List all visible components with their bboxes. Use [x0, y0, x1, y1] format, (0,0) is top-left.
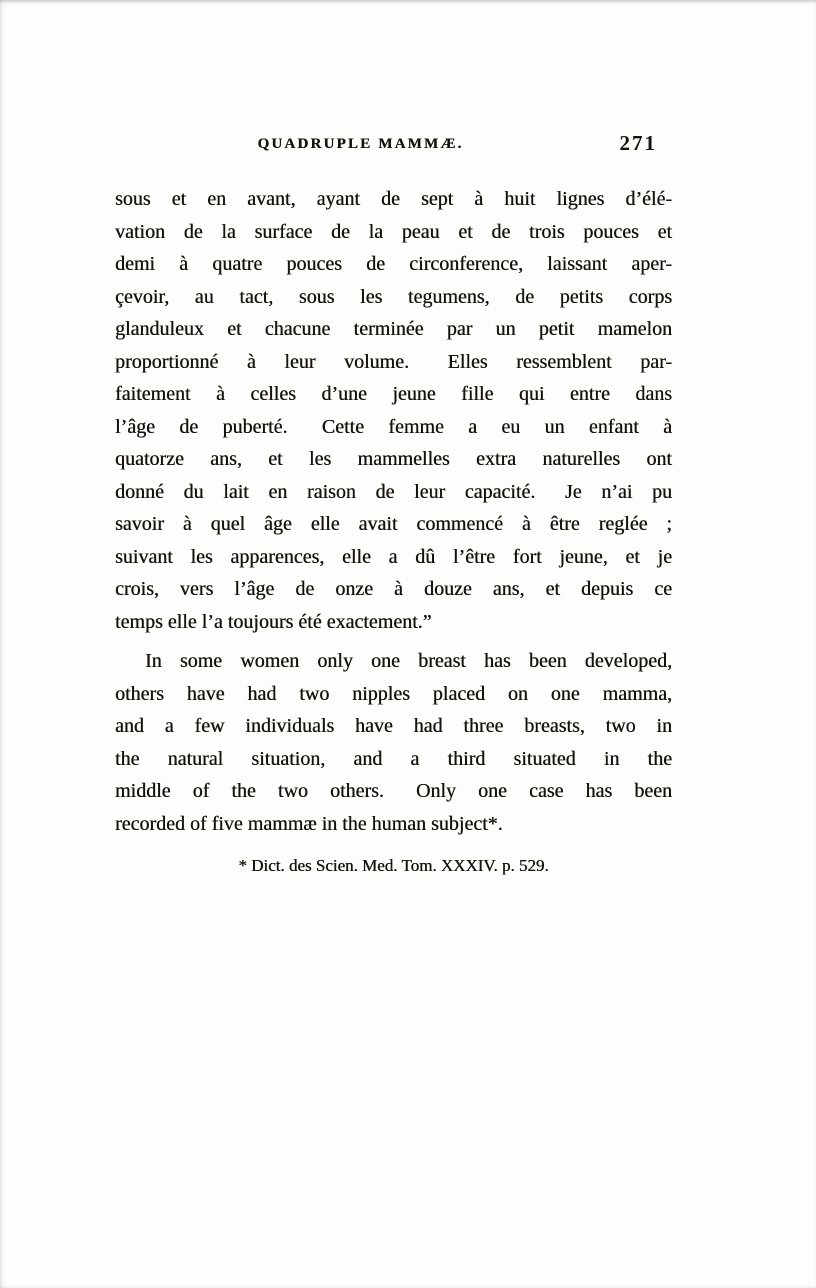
text-line: demi à quatre pouces de circonference, laissant aper-	[115, 253, 672, 275]
text-line: and a few individuals have had three breasts, two in	[115, 715, 672, 737]
text-line: donné du lait en raison de leur capacité. Je n’ai pu	[115, 480, 672, 503]
footnote: * Dict. des Scien. Med. Tom. XXXIV. p. 529.	[238, 856, 549, 875]
text-line: çevoir, au tact, sous les tegumens, de petits corps	[115, 285, 672, 308]
running-title: QUADRUPLE MAMMÆ.	[257, 136, 464, 152]
page-number: 271	[619, 131, 657, 155]
text-line: proportionné à leur volume. Elles ressemblent par-	[115, 350, 672, 373]
text-line: glanduleux et chacune terminée par un petit mamelon	[115, 318, 672, 340]
text-line: sous et en avant, ayant de sept à huit lignes d’élé-	[115, 188, 672, 210]
text-line: faitement à celles d’une jeune fille qui entre dans	[115, 383, 672, 405]
text-line: temps elle l’a toujours été exactement.”	[115, 610, 432, 633]
text-line: savoir à quel âge elle avait commencé à être reglée ;	[115, 513, 672, 535]
text-line: In some women only one breast has been developed,	[145, 650, 672, 672]
text-line: vation de la surface de la peau et de trois pouces et	[115, 220, 672, 243]
text-line: the natural situation, and a third situated in the	[115, 747, 672, 770]
text-line: suivant les apparences, elle a dû l’être fort jeune, et je	[115, 545, 672, 568]
text-line: middle of the two others. Only one case has been	[115, 780, 672, 802]
paragraph-french-quote	[115, 183, 672, 638]
text-line: l’âge de puberté. Cette femme a eu un enfant à	[115, 415, 672, 438]
text-line: crois, vers l’âge de onze à douze ans, et depuis ce	[115, 578, 672, 600]
text-line: quatorze ans, et les mammelles extra naturelles ont	[115, 448, 672, 470]
page-body	[115, 183, 672, 878]
text-line: others have had two nipples placed on one mamma,	[115, 682, 672, 705]
page-header	[115, 131, 672, 161]
text-line: recorded of five mammæ in the human subject*.	[115, 812, 503, 835]
paragraph-english	[115, 645, 672, 840]
